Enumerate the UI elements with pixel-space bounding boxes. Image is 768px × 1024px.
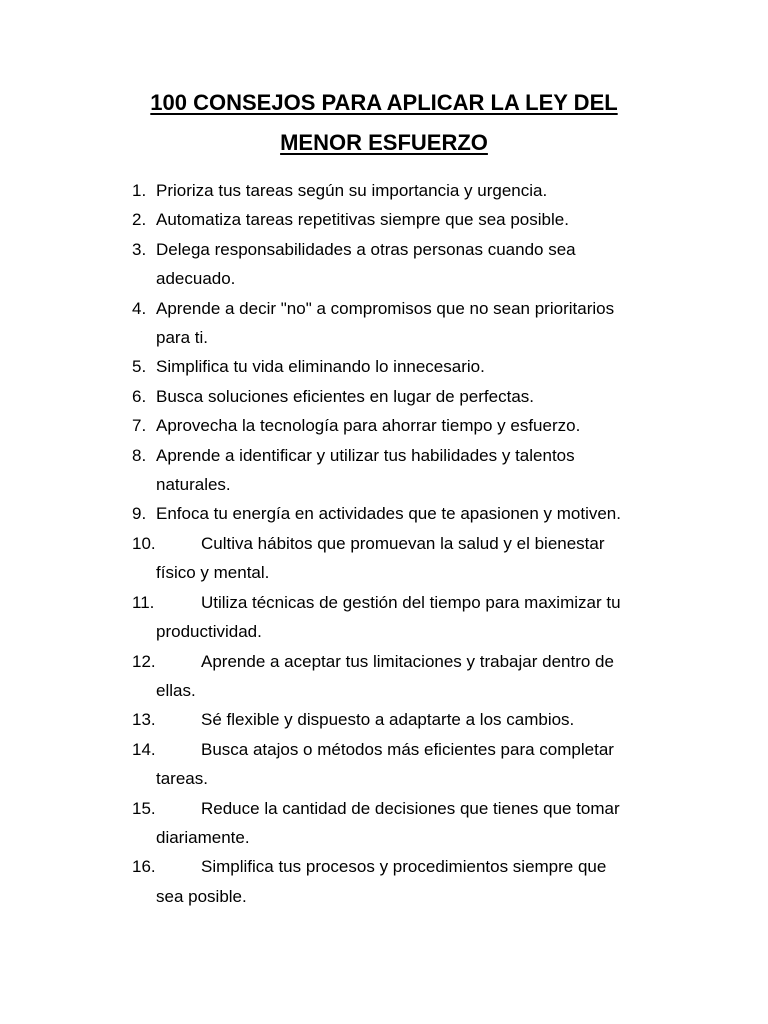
- item-number: 5.: [132, 357, 147, 377]
- item-text-line: tareas.: [156, 769, 208, 789]
- list-item: [0, 499, 768, 528]
- item-text-line: Aprende a decir "no" a compromisos que no sean prioritarios: [156, 298, 615, 318]
- item-text-line: Delega responsabilidades a otras personas cuando sea: [156, 239, 576, 259]
- item-number: 4.: [132, 298, 147, 318]
- item-number: 8.: [132, 445, 147, 465]
- item-text: [156, 647, 656, 706]
- item-text-line: diariamente.: [156, 827, 250, 847]
- item-text: [156, 529, 656, 588]
- item-number: 7.: [132, 416, 147, 436]
- item-text: [156, 735, 656, 794]
- item-number: 15.: [132, 798, 156, 818]
- list-item: [0, 441, 768, 500]
- item-text-line: físico y mental.: [156, 563, 270, 583]
- document-title-line-2: MENOR ESFUERZO: [280, 130, 488, 155]
- list-item: [0, 205, 768, 234]
- item-number: 2.: [132, 210, 147, 230]
- item-number: 6.: [132, 386, 147, 406]
- item-text: [156, 852, 656, 911]
- document-title-line-1: 100 CONSEJOS PARA APLICAR LA LEY DEL: [150, 90, 618, 115]
- list-item: [0, 294, 768, 353]
- item-text: [156, 235, 656, 294]
- item-number: 16.: [132, 857, 156, 877]
- item-text-line: Aprende a aceptar tus limitaciones y trabajar dentro de: [201, 651, 614, 671]
- item-number: 10.: [132, 533, 156, 553]
- item-text: [156, 352, 656, 381]
- list-item: [0, 705, 768, 734]
- list-item: [0, 735, 768, 794]
- item-text-line: Automatiza tareas repetitivas siempre que sea posible.: [156, 210, 569, 230]
- item-text: [156, 794, 656, 853]
- list-item: [0, 382, 768, 411]
- item-number: 14.: [132, 739, 156, 759]
- list-item: [0, 529, 768, 588]
- item-text-line: Utiliza técnicas de gestión del tiempo para maximizar tu: [201, 592, 621, 612]
- item-text-line: naturales.: [156, 475, 231, 495]
- item-text-line: Reduce la cantidad de decisiones que tienes que tomar: [201, 798, 620, 818]
- list-item: [0, 352, 768, 381]
- item-text-line: sea posible.: [156, 886, 247, 906]
- advice-list: [0, 176, 768, 911]
- list-item: [0, 411, 768, 440]
- item-number: 12.: [132, 651, 156, 671]
- item-text-line: Busca atajos o métodos más eficientes para completar: [201, 739, 614, 759]
- item-number: 3.: [132, 239, 147, 259]
- item-text-line: Simplifica tus procesos y procedimientos siempre que: [201, 857, 607, 877]
- item-text: [156, 588, 656, 647]
- list-item: [0, 235, 768, 294]
- item-text: [156, 176, 656, 205]
- item-text: [156, 294, 656, 353]
- list-item: [0, 588, 768, 647]
- item-text-line: Aprovecha la tecnología para ahorrar tiempo y esfuerzo.: [156, 416, 581, 436]
- item-text-line: ellas.: [156, 680, 196, 700]
- item-number: 11.: [132, 592, 155, 612]
- item-number: 1.: [132, 181, 147, 200]
- item-text: [156, 205, 656, 234]
- item-text-line: productividad.: [156, 622, 262, 642]
- list-item: [0, 176, 768, 205]
- list-item: [0, 647, 768, 706]
- item-text-line: Prioriza tus tareas según su importancia y urgencia.: [156, 181, 548, 200]
- item-text-line: adecuado.: [156, 269, 236, 289]
- list-item: [0, 794, 768, 853]
- list-item: [0, 852, 768, 911]
- item-number: 9.: [132, 504, 147, 524]
- item-text-line: Aprende a identificar y utilizar tus habilidades y talentos: [156, 445, 575, 465]
- item-text: [156, 441, 656, 500]
- item-text: [156, 705, 656, 734]
- item-text: [156, 382, 656, 411]
- item-text-line: para ti.: [156, 328, 208, 348]
- item-text-line: Simplifica tu vida eliminando lo innecesario.: [156, 357, 485, 377]
- item-text-line: Sé flexible y dispuesto a adaptarte a los cambios.: [201, 710, 575, 730]
- item-text: [156, 499, 656, 528]
- item-text-line: Enfoca tu energía en actividades que te apasionen y motiven.: [156, 504, 621, 524]
- item-text-line: Cultiva hábitos que promuevan la salud y el bienestar: [201, 533, 605, 553]
- item-text: [156, 411, 656, 440]
- item-text-line: Busca soluciones eficientes en lugar de perfectas.: [156, 386, 535, 406]
- item-number: 13.: [132, 710, 156, 730]
